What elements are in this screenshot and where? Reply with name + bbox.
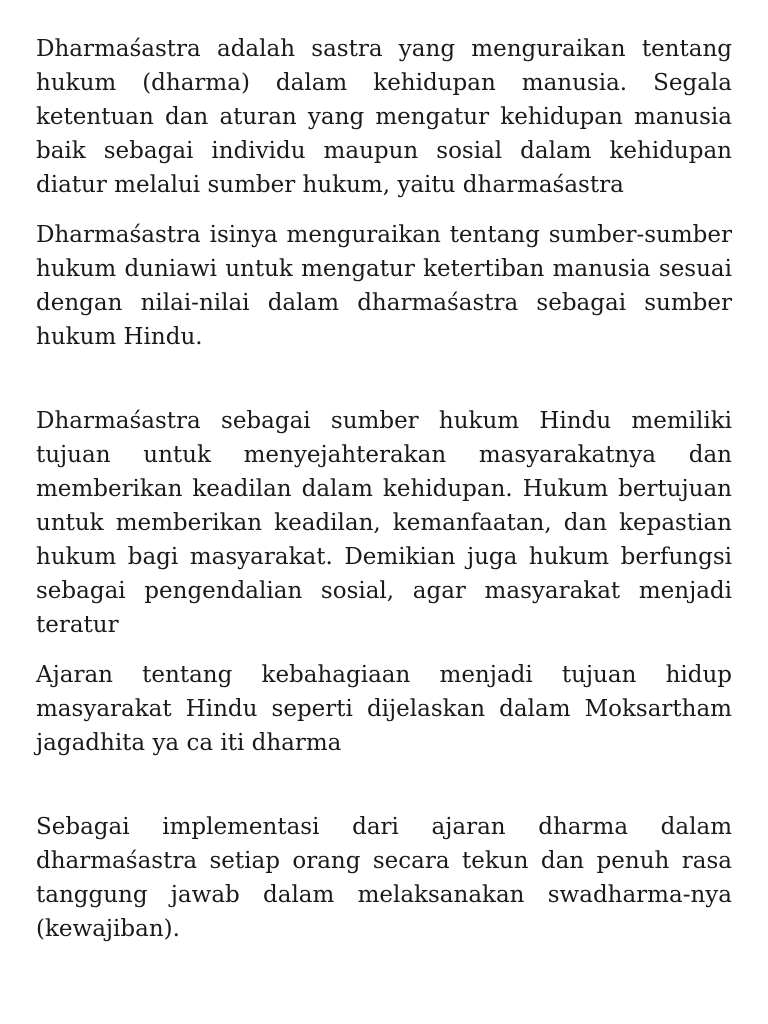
paragraph-definition: Dharmaśastra adalah sastra yang menguraikan tentang hukum (dharma) dalam kehidupan manusia. Segala ketentuan dan aturan yang mengatur kehidupan manusia baik sebagai individu maupun sosial dalam kehidupan diatur melalui sumber hukum, yaitu dharmaśastra bbox=[36, 36, 732, 198]
paragraph-implementation: Sebagai implementasi dari ajaran dharma dalam dharmaśastra setiap orang secara tekun dan penuh rasa tanggung jawab dalam melaksanakan swadharma-nya (kewajiban). bbox=[36, 814, 732, 942]
document-page bbox=[36, 32, 732, 946]
paragraph-happiness: Ajaran tentang kebahagiaan menjadi tujuan hidup masyarakat Hindu seperti dijelaskan dalam Moksartham jagadhita ya ca iti dharma bbox=[36, 662, 732, 756]
paragraph-purpose: Dharmaśastra sebagai sumber hukum Hindu memiliki tujuan untuk menyejahterakan masyarakatnya dan memberikan keadilan dalam kehidupan. Hukum bertujuan untuk memberikan keadilan, kemanfaatan, dan kepastian hukum bagi masyarakat. Demikian juga hukum berfungsi sebagai pengendalian sosial, agar masyarakat menjadi teratur bbox=[36, 408, 732, 638]
paragraph-contents: Dharmaśastra isinya menguraikan tentang sumber-sumber hukum duniawi untuk mengatur ketertiban manusia sesuai dengan nilai-nilai dalam dharmaśastra sebagai sumber hukum Hindu. bbox=[36, 222, 732, 350]
